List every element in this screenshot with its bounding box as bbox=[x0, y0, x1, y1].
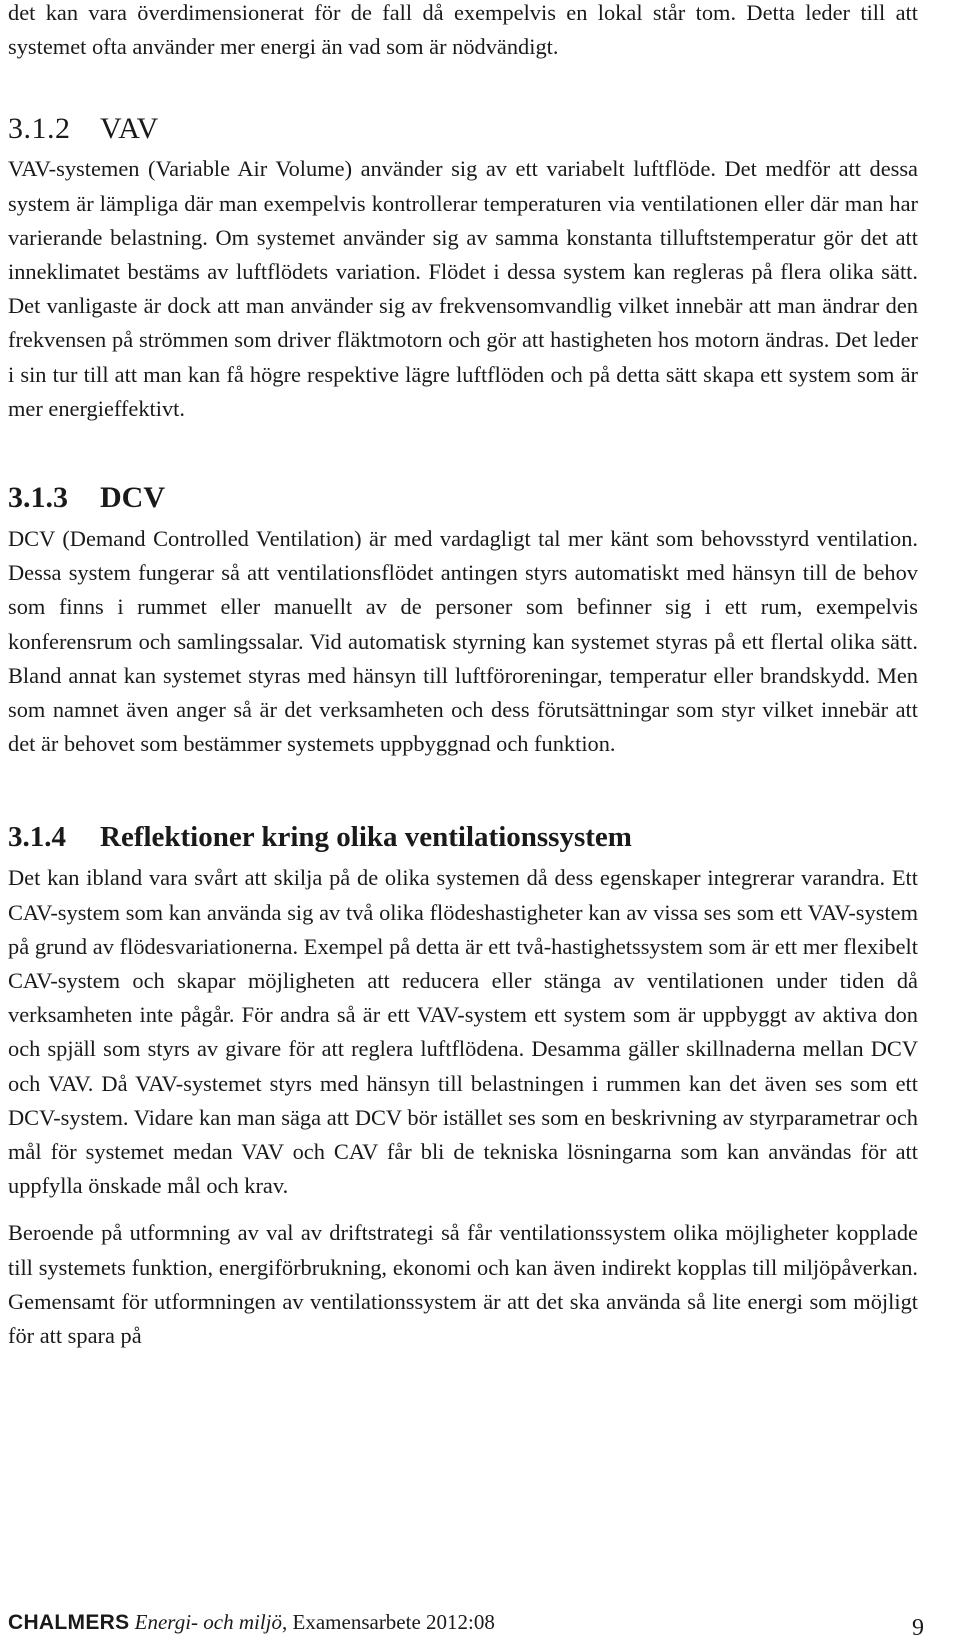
footer-brand: CHALMERS bbox=[8, 1611, 130, 1634]
section-heading-vav bbox=[8, 110, 918, 148]
section-title: Reflektioner kring olika ventilationssystem bbox=[100, 821, 632, 854]
intro-paragraph: det kan vara överdimensionerat för de fall då exempelvis en lokal står tom. Detta leder till att systemet ofta använder mer energi än vad som är nödvändigt. bbox=[8, 0, 918, 60]
document-page bbox=[8, 0, 918, 1353]
section-number: 3.1.4 bbox=[8, 821, 66, 854]
section-number: 3.1.2 bbox=[8, 112, 71, 146]
dcv-paragraph: DCV (Demand Controlled Ventilation) är med vardagligt tal mer känt som behovsstyrd ventilation. Dessa system fungerar så att ventilationsflödet antingen styrs automatiskt med hänsyn till de behov som finns i rummet eller manuellt av de personer som befinner sig i ett rum, exempelvis konferensrum och samlingssalar. Vid automatisk styrning kan systemet styras på ett flertal olika sätt. Bland annat kan systemet styras med hänsyn till luftföroreningar, temperatur eller brandskydd. Men som namnet även anger så är det verksamheten och dess förutsättningar som styr vilket innebär att det är behovet som bestämmer systemets uppbyggnad och funktion. bbox=[8, 526, 918, 757]
section-heading-reflections bbox=[8, 817, 918, 857]
section-title: DCV bbox=[100, 481, 165, 515]
page-number: 9 bbox=[912, 1615, 924, 1641]
footer-department: Energi- och miljö bbox=[134, 1610, 283, 1634]
section-title: VAV bbox=[100, 112, 159, 146]
vav-paragraph: VAV-systemen (Variable Air Volume) använder sig av ett variabelt luftflöde. Det medför att dessa system är lämpliga där man exempelvis kontrollerar temperaturen via ventilationen eller där man har varierande belastning. Om systemet använder sig av samma konstanta tilluftstemperatur gör det att inneklimatet bestäms av luftflödets variation. Flödet i dessa system kan regleras på flera olika sätt. Det vanligaste är dock att man använder sig av frekvensomvandlig vilket innebär att man ändrar den frekvensen på strömmen som driver fläktmotorn och gör att hastigheten hos motorn ändras. Det leder i sin tur till att man kan få högre respektive lägre luftflöden och på detta sätt skapa ett system som är mer energieffektivt. bbox=[8, 156, 918, 421]
section-heading-dcv bbox=[8, 478, 918, 518]
reflections-paragraph-2: Beroende på utformning av val av driftstrategi så får ventilationssystem olika möjligheter kopplade till systemets funktion, energiförbrukning, ekonomi och kan även indirekt kopplas till miljöpåverkan. Gemensamt för utformningen av ventilationssystem är att det ska använda så lite energi som möjligt för att spara på bbox=[8, 1220, 918, 1349]
reflections-paragraph-1: Det kan ibland vara svårt att skilja på de olika systemen då dess egenskaper integrerar varandra. Ett CAV-system som kan använda sig av två olika flödeshastigheter kan av vissa ses som ett VAV-system på grund av flödesvariationerna. Exempel på detta är ett två-hastighetssystem som är ett mer flexibelt CAV-system och skapar möjligheten att reducera eller stänga av ventilationen under tiden då verksamheten inte pågår. För andra så är ett VAV-system ett system som är uppbyggt av aktiva don och spjäll som styrs av givare för att reglera luftflödena. Desamma gäller skillnaderna mellan DCV och VAV. Då VAV-systemet styrs med hänsyn till belastningen i rummen kan det även ses som ett DCV-system. Vidare kan man säga att DCV bör istället ses som en beskrivning av styrparametrar och mål för systemet medan VAV och CAV får bli de tekniska lösningarna som kan användas för att uppfylla önskade mål och krav. bbox=[8, 865, 918, 1199]
page-footer bbox=[8, 1609, 908, 1636]
footer-thesis: , Examensarbete 2012:08 bbox=[282, 1610, 495, 1634]
section-number: 3.1.3 bbox=[8, 481, 68, 515]
